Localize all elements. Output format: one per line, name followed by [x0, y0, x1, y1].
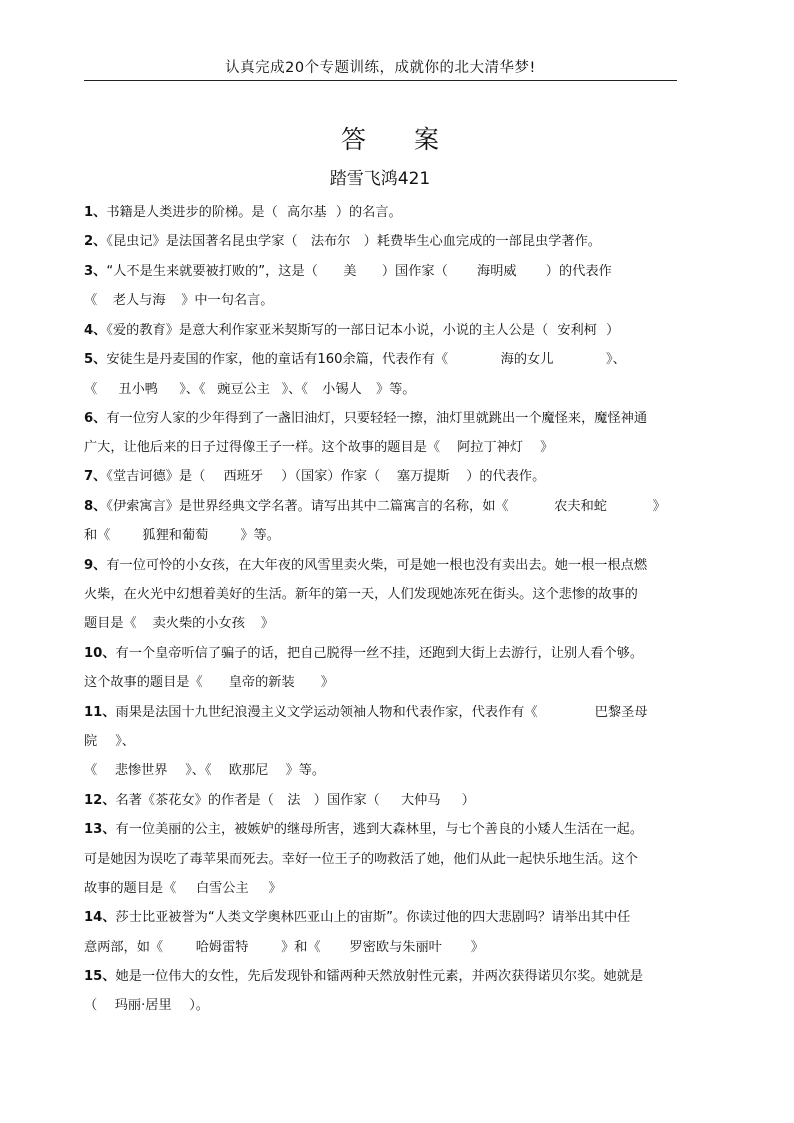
- question-11-line-2: 院 》、: [84, 734, 135, 749]
- question-13-line-3: 故事的题目是《 白雪公主 》: [84, 881, 282, 896]
- question-5-line-2: 《 丑小鸭 》、《 豌豆公主 》、《 小锡人 》等。: [84, 382, 416, 397]
- answer-5a: 海的女儿: [500, 352, 554, 367]
- answer-3c: 老人与海: [112, 293, 166, 308]
- page-header: 认真完成20个专题训练，成就你的北大清华梦!: [225, 60, 536, 76]
- answer-14b: 罗密欧与朱丽叶: [349, 940, 442, 955]
- question-9-line-3: 题目是《 卖火柴的小女孩 》: [84, 616, 274, 631]
- answer-7b: 塞万提斯: [396, 469, 450, 484]
- question-15-line-2: （ 玛丽·居里 ）。: [84, 998, 209, 1013]
- answer-5d: 小锡人: [322, 382, 362, 397]
- question-4: 4、《爱的教育》是意大利作家亚米契斯写的一部日记本小说，小说的主人公是（ 安利柯 ）: [84, 323, 620, 338]
- answer-3b: 海明威: [477, 264, 517, 279]
- answer-11b: 悲惨世界: [114, 763, 168, 778]
- answer-2: 法布尔: [310, 234, 351, 249]
- answer-14a: 哈姆雷特: [195, 940, 249, 955]
- question-14-line-2: 意两部，如《 哈姆雷特 》和《 罗密欧与朱丽叶 》: [84, 940, 484, 955]
- answer-10: 皇帝的新装: [228, 675, 295, 690]
- answer-15: 玛丽·居里: [114, 998, 172, 1013]
- question-13-line-2: 可是她因为误吃了毒苹果而死去。幸好一位王子的吻救活了她，他们从此一起快乐地生活。这个: [84, 852, 638, 867]
- question-6: 6、有一位穷人家的少年得到了一盏旧油灯，只要轻轻一擦，油灯里就跳出一个魔怪来，魔怪神通: [84, 411, 648, 426]
- answer-5b: 丑小鸭: [118, 382, 158, 397]
- answer-1: 高尔基: [287, 205, 327, 220]
- question-6-line-2: 广大，让他后来的日子过得像王子一样。这个故事的题目是《 阿拉丁神灯 》: [84, 440, 554, 455]
- question-10-line-2: 这个故事的题目是《 皇帝的新装 》: [84, 675, 334, 690]
- question-1: 1、书籍是人类进步的阶梯。是（ 高尔基 ）的名言。: [84, 205, 402, 220]
- answer-4: 安利柯: [557, 323, 597, 338]
- question-11: 11、雨果是法国十九世纪浪漫主义文学运动领袖人物和代表作家，代表作有《 巴黎圣母: [84, 705, 648, 720]
- answer-8a: 农夫和蛇: [554, 499, 607, 514]
- answer-5c: 豌豆公主: [217, 382, 270, 397]
- question-12: 12、名著《茶花女》的作者是（ 法 ）国作家（ 大仲马 ）: [84, 793, 475, 808]
- question-9-line-2: 火柴，在火光中幻想着美好的生活。新年的第一天，人们发现她冻死在街头。这个悲惨的故事的: [84, 587, 638, 602]
- question-13: 13、有一位美丽的公主，被嫉妒的继母所害，逃到大森林里，与七个善良的小矮人生活在一起。: [84, 822, 644, 837]
- question-14: 14、莎士比亚被誉为“人类文学奥林匹亚山上的宙斯”。你读过他的四大悲剧吗？请举出其中任: [84, 910, 631, 925]
- question-10: 10、有一个皇帝听信了骗子的话，把自己脱得一丝不挂，还跑到大街上去游行，让别人看个够。: [84, 646, 644, 661]
- page-title: 答 案: [341, 125, 459, 154]
- answer-13: 白雪公主: [195, 881, 249, 896]
- answer-11a: 巴黎圣母: [594, 705, 648, 720]
- answer-12a: 法: [287, 793, 301, 808]
- question-8-line-2: 和《 狐狸和葡萄 》等。: [84, 528, 280, 543]
- question-7: 7、《堂吉诃德》是（ 西班牙 ）（国家）作家（ 塞万提斯 ）的代表作。: [84, 469, 546, 484]
- question-3: 3、“人不是生来就要被打败的”，这是（ 美 ）国作家（ 海明威 ）的代表作: [84, 264, 612, 279]
- question-5: 5、安徒生是丹麦国的作家，他的童话有160余篇，代表作有《 海的女儿 》、: [84, 352, 626, 367]
- question-9: 9、有一位可怜的小女孩，在大年夜的风雪里卖火柴，可是她一根也没有卖出去。她一根一根点燃: [84, 558, 648, 573]
- answer-7a: 西班牙: [223, 469, 264, 484]
- answer-3a: 美: [343, 264, 357, 279]
- answer-6: 阿拉丁神灯: [457, 440, 524, 455]
- answer-9: 卖火柴的小女孩: [152, 616, 245, 631]
- answer-12b: 大仲马: [400, 793, 441, 808]
- question-15: 15、她是一位伟大的女性，先后发现钋和镭两种天然放射性元素，并两次获得诺贝尔奖。她就是: [84, 969, 644, 984]
- answer-8b: 狐狸和葡萄: [142, 528, 209, 543]
- answer-11c: 欧那尼: [228, 763, 269, 778]
- question-2: 2、《昆虫记》是法国著名昆虫学家（ 法布尔 ）耗费毕生心血完成的一部昆虫学著作。: [84, 234, 601, 249]
- question-3-line-2: 《 老人与海 》中一句名言。: [84, 293, 274, 308]
- page-subtitle: 踏雪飞鸿421: [329, 169, 431, 189]
- header-divider: [84, 80, 677, 81]
- question-11-line-3: 《 悲惨世界 》、《 欧那尼 》等。: [84, 763, 326, 778]
- question-8: 8、《伊索寓言》是世界经典文学名著。请写出其中二篇寓言的名称，如《 农夫和蛇 》: [84, 499, 666, 514]
